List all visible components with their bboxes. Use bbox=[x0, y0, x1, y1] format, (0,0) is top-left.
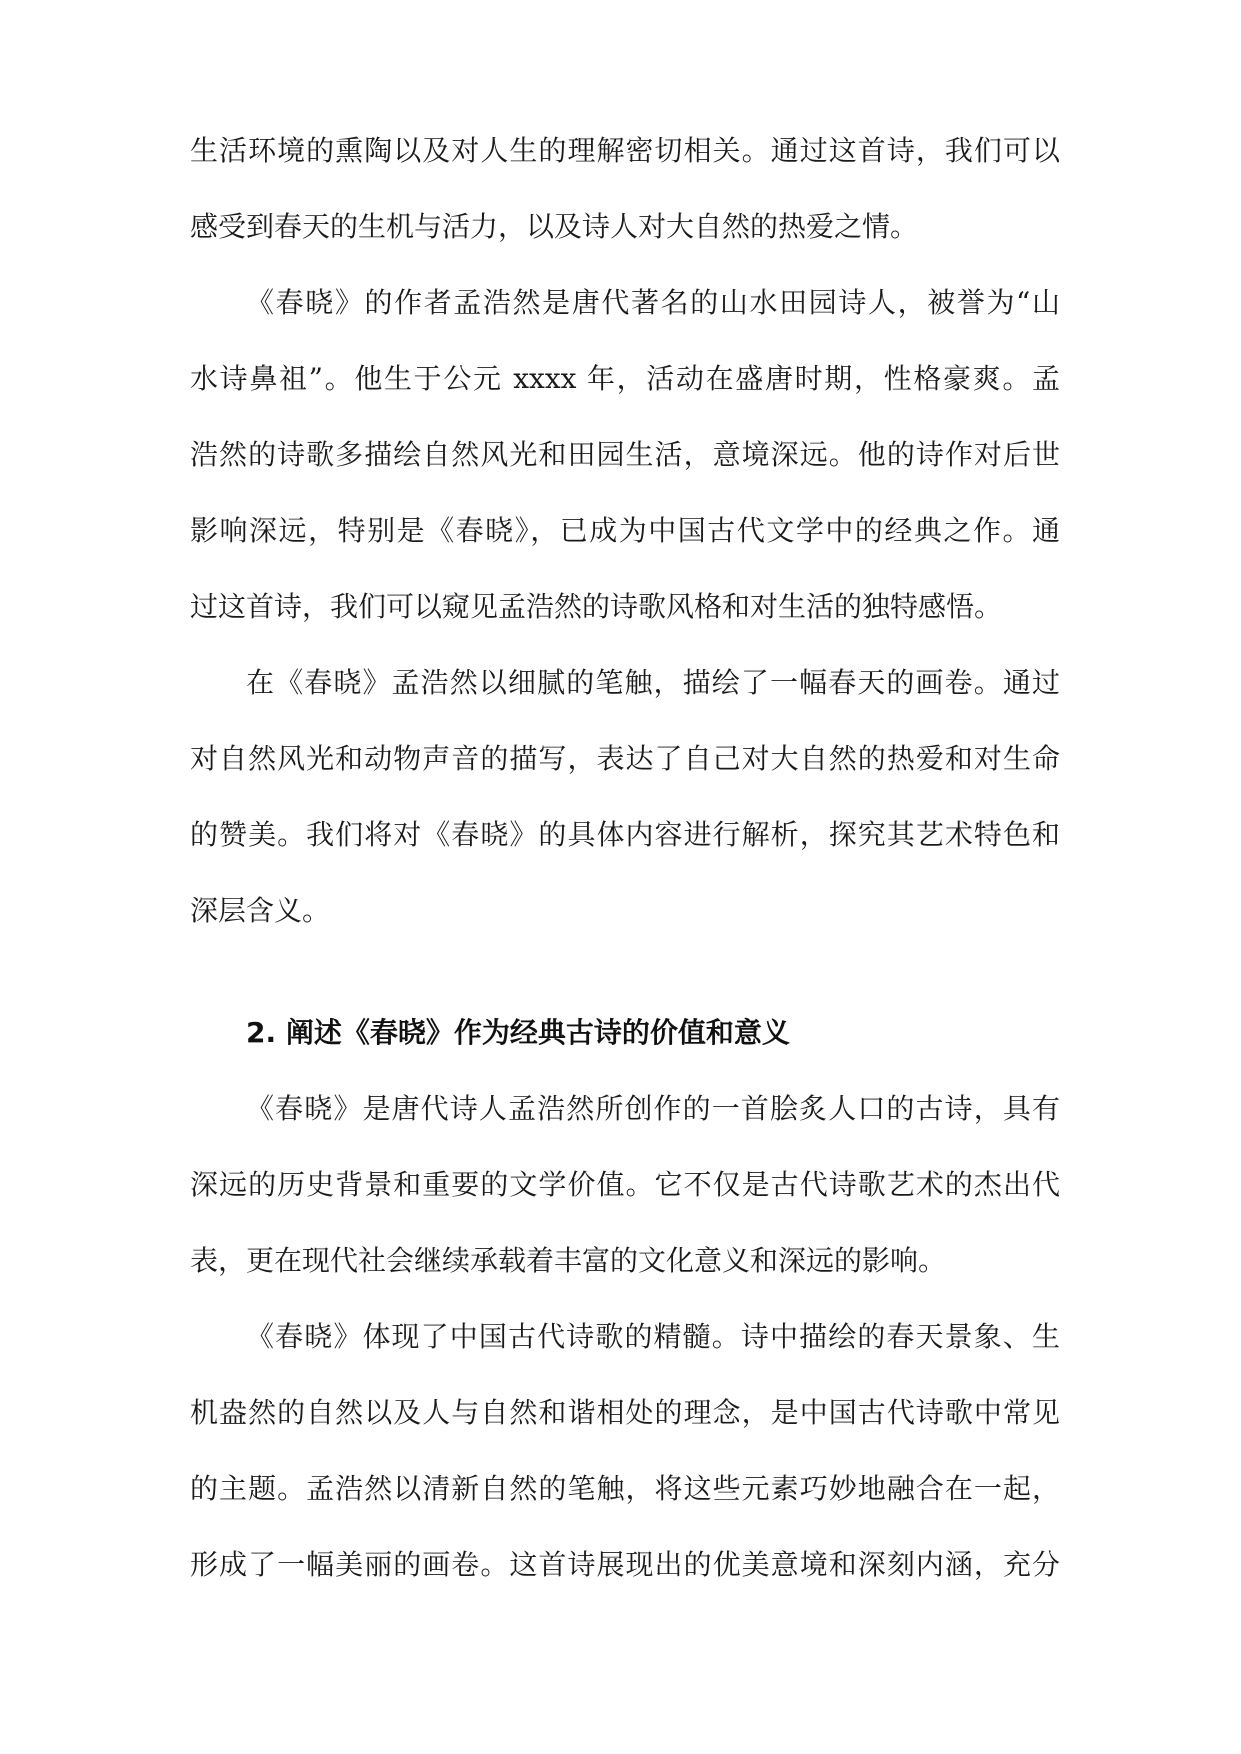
section-paragraph-2-line-1: 《春晓》体现了中国古代诗歌的精髓。诗中描绘的春天景象、生 bbox=[246, 1320, 1060, 1353]
paragraph-3-line-4: 深层含义。 bbox=[190, 894, 331, 927]
section-paragraph-2-line-3: 的主题。孟浩然以清新自然的笔触，将这些元素巧妙地融合在一起， bbox=[190, 1472, 1060, 1505]
paragraph-3-line-1: 在《春晓》孟浩然以细腻的笔触，描绘了一幅春天的画卷。通过 bbox=[246, 666, 1060, 699]
section-paragraph-1-line-1: 《春晓》是唐代诗人孟浩然所创作的一首脍炙人口的古诗，具有 bbox=[246, 1092, 1060, 1125]
paragraph-1-line-2: 感受到春天的生机与活力，以及诗人对大自然的热爱之情。 bbox=[190, 210, 919, 243]
paragraph-2-line-1: 《春晓》的作者孟浩然是唐代著名的山水田园诗人，被誉为“山 bbox=[246, 286, 1060, 319]
paragraph-2-line-2: 水诗鼻祖”。他生于公元 xxxx 年，活动在盛唐时期，性格豪爽。孟 bbox=[190, 362, 1060, 395]
paragraph-2-line-4: 影响深远，特别是《春晓》，已成为中国古代文学中的经典之作。通 bbox=[190, 514, 1060, 547]
section-paragraph-1-line-2: 深远的历史背景和重要的文学价值。它不仅是古代诗歌艺术的杰出代 bbox=[190, 1168, 1060, 1201]
paragraph-3-line-2: 对自然风光和动物声音的描写，表达了自己对大自然的热爱和对生命 bbox=[190, 742, 1060, 775]
section-paragraph-2-line-4: 形成了一幅美丽的画卷。这首诗展现出的优美意境和深刻内涵，充分 bbox=[190, 1548, 1060, 1581]
paragraph-1-line-1: 生活环境的熏陶以及对人生的理解密切相关。通过这首诗，我们可以 bbox=[190, 134, 1060, 167]
paragraph-2-line-5: 过这首诗，我们可以窥见孟浩然的诗歌风格和对生活的独特感悟。 bbox=[190, 590, 1003, 623]
paragraph-2-line-3: 浩然的诗歌多描绘自然风光和田园生活，意境深远。他的诗作对后世 bbox=[190, 438, 1060, 471]
section-paragraph-1-line-3: 表，更在现代社会继续承载着丰富的文化意义和深远的影响。 bbox=[190, 1244, 947, 1277]
section-paragraph-2-line-2: 机盎然的自然以及人与自然和谐相处的理念，是中国古代诗歌中常见 bbox=[190, 1396, 1060, 1429]
section-heading: 2. 阐述《春晓》作为经典古诗的价值和意义 bbox=[246, 1016, 790, 1049]
paragraph-3-line-3: 的赞美。我们将对《春晓》的具体内容进行解析，探究其艺术特色和 bbox=[190, 818, 1060, 851]
